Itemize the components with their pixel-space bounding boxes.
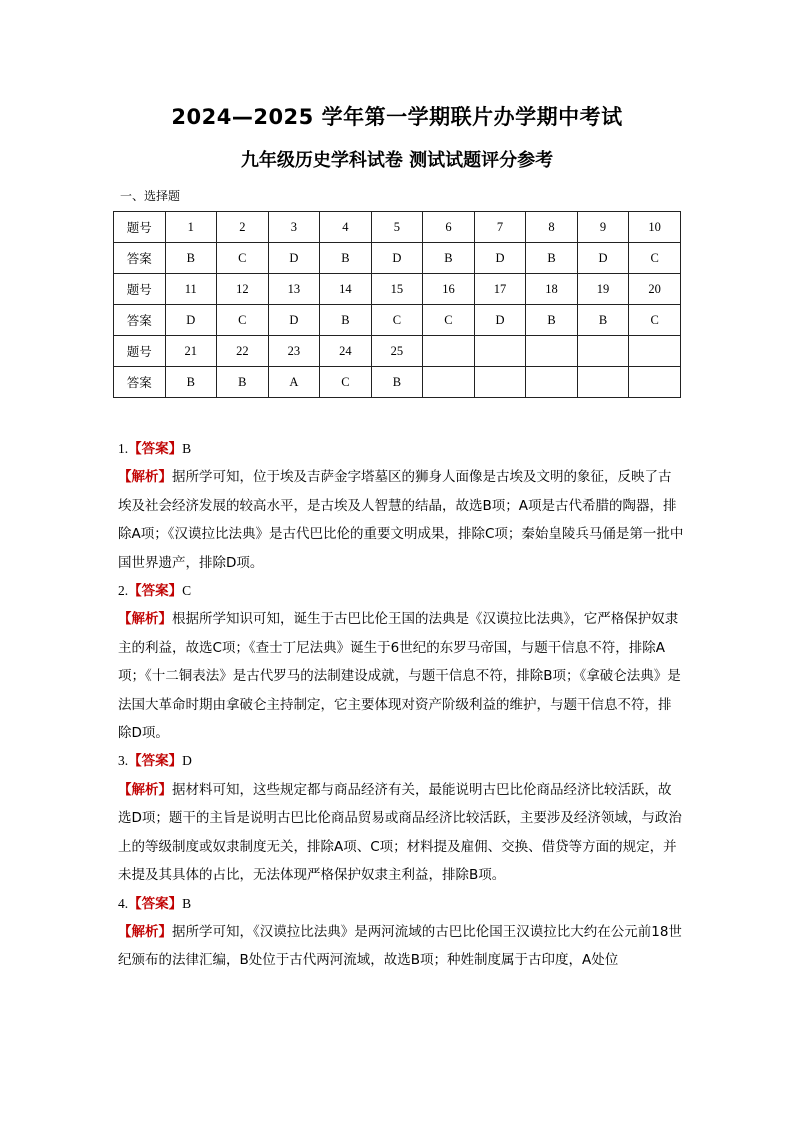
table-cell: 8 (526, 212, 578, 243)
page-title: 2024—2025 学年第一学期联片办学期中考试 (171, 105, 623, 129)
table-cell: B (526, 305, 578, 336)
table-cell: 6 (423, 212, 475, 243)
table-cell: 16 (423, 274, 475, 305)
table-cell: 20 (629, 274, 681, 305)
answer-line (118, 890, 684, 918)
table-cell: C (629, 243, 681, 274)
table-cell: B (165, 367, 217, 398)
analysis-text: 据所学可知，《汉谟拉比法典》是两河流域的古巴比伦国王汉谟拉比大约在公元前18世纪颁布的法律汇编，B处位于古代两河流域，故选B项；种姓制度属于古印度，A处位 (118, 923, 682, 969)
table-cell: D (371, 243, 423, 274)
table-cell (423, 367, 475, 398)
table-cell: A (268, 367, 320, 398)
table-row (114, 274, 681, 305)
table-cell: 24 (320, 336, 372, 367)
table-cell: C (320, 367, 372, 398)
table-cell: C (217, 243, 269, 274)
table-cell: 3 (268, 212, 320, 243)
table-cell: 19 (577, 274, 629, 305)
table-cell: B (526, 243, 578, 274)
table-cell: B (371, 367, 423, 398)
table-row (114, 212, 681, 243)
answer-value: D (182, 753, 192, 769)
analysis-tag: 【解析】 (118, 611, 172, 628)
table-cell: C (423, 305, 475, 336)
table-cell (577, 367, 629, 398)
section-heading: 一、选择题 (120, 189, 181, 203)
table-cell: C (371, 305, 423, 336)
table-cell: 18 (526, 274, 578, 305)
table-cell: 5 (371, 212, 423, 243)
table-cell (577, 336, 629, 367)
analysis-tag: 【解析】 (118, 469, 172, 486)
row-header-cell: 题号 (114, 212, 166, 243)
table-row (114, 336, 681, 367)
table-cell: D (268, 305, 320, 336)
table-cell: 15 (371, 274, 423, 305)
table-cell: B (217, 367, 269, 398)
answer-value: B (182, 441, 192, 456)
table-row (114, 243, 681, 274)
table-cell: 1 (165, 212, 217, 243)
analysis-text: 据所学可知，位于埃及吉萨金字塔墓区的狮身人面像是古埃及文明的象征，反映了古埃及社会经济发展的较高水平，是古埃及人智慧的结晶，故选B项；A项是古代希腊的陶器，排除A项；《汉谟拉比法典》是古代巴比伦的重要文明成果，排除C项；秦始皇陵兵马俑是第一批中国世界遗产，排除D项。 (118, 469, 684, 571)
table-cell (474, 336, 526, 367)
answer-value: B (182, 895, 192, 911)
table-cell: 23 (268, 336, 320, 367)
table-cell: D (474, 305, 526, 336)
question-number: 1. (118, 441, 129, 456)
page-subtitle: 九年级历史学科试卷 测试试题评分参考 (240, 150, 554, 171)
table-cell: C (629, 305, 681, 336)
analysis-paragraph (118, 605, 684, 747)
question-number: 3. (118, 753, 129, 769)
table-cell: 4 (320, 212, 372, 243)
table-cell: 11 (165, 274, 217, 305)
table-cell (526, 336, 578, 367)
table-cell (629, 367, 681, 398)
table-cell: 21 (165, 336, 217, 367)
table-cell (629, 336, 681, 367)
table-cell: D (577, 243, 629, 274)
answer-line (118, 577, 684, 605)
table-cell: 17 (474, 274, 526, 305)
table-cell (474, 367, 526, 398)
table-cell: 22 (217, 336, 269, 367)
table-row (114, 367, 681, 398)
table-cell: D (268, 243, 320, 274)
table-cell: B (165, 243, 217, 274)
question-number: 4. (118, 895, 129, 911)
table-cell: C (217, 305, 269, 336)
row-header-cell: 答案 (114, 305, 166, 336)
analysis-paragraph (118, 918, 684, 975)
table-cell (526, 367, 578, 398)
table-cell: 2 (217, 212, 269, 243)
table-row (114, 305, 681, 336)
table-cell: 13 (268, 274, 320, 305)
table-cell: 14 (320, 274, 372, 305)
table-cell: 12 (217, 274, 269, 305)
table-cell: 9 (577, 212, 629, 243)
answer-line (118, 747, 684, 775)
table-cell: D (474, 243, 526, 274)
table-cell: B (320, 305, 372, 336)
row-header-cell: 答案 (114, 243, 166, 274)
table-cell: 25 (371, 336, 423, 367)
table-cell: 7 (474, 212, 526, 243)
explanations (118, 435, 684, 975)
answer-value: C (182, 583, 192, 599)
analysis-tag: 【解析】 (118, 781, 172, 798)
question-number: 2. (118, 583, 129, 599)
answer-table (113, 211, 681, 398)
table-cell: D (165, 305, 217, 336)
row-header-cell: 题号 (114, 274, 166, 305)
table-cell: B (320, 243, 372, 274)
analysis-text: 据材料可知，这些规定都与商品经济有关，最能说明古巴比伦商品经济比较活跃，故选D项；题干的主旨是说明古巴比伦商品贸易或商品经济比较活跃，主要涉及经济领域，与政治上的等级制度或奴隶制度无关，排除A项、C项；材料提及雇佣、交换、借贷等方面的规定，并未提及其具体的占比，无法体现严格保护奴隶主利益，排除B项。 (118, 781, 682, 884)
analysis-tag: 【解析】 (118, 923, 172, 940)
analysis-paragraph (118, 463, 684, 577)
row-header-cell: 题号 (114, 336, 166, 367)
analysis-paragraph (118, 776, 684, 890)
answer-tag: 【答案】 (128, 441, 183, 457)
answer-tag: 【答案】 (128, 753, 183, 770)
answer-tag: 【答案】 (128, 583, 183, 600)
analysis-text: 根据所学知识可知，诞生于古巴比伦王国的法典是《汉谟拉比法典》，它严格保护奴隶主的利益，故选C项；《查士丁尼法典》诞生于6世纪的东罗马帝国，与题干信息不符，排除A项；《十二铜表法》是古代罗马的法制建设成就，与题干信息不符，排除B项；《拿破仑法典》是法国大革命时期由拿破仑主持制定，它主要体现对资产阶级利益的维护，与题干信息不符，排除D项。 (118, 611, 681, 742)
table-cell (423, 336, 475, 367)
table-cell: B (577, 305, 629, 336)
table-cell: 10 (629, 212, 681, 243)
answer-tag: 【答案】 (128, 895, 183, 912)
table-cell: B (423, 243, 475, 274)
row-header-cell: 答案 (114, 367, 166, 398)
answer-line (118, 435, 684, 463)
